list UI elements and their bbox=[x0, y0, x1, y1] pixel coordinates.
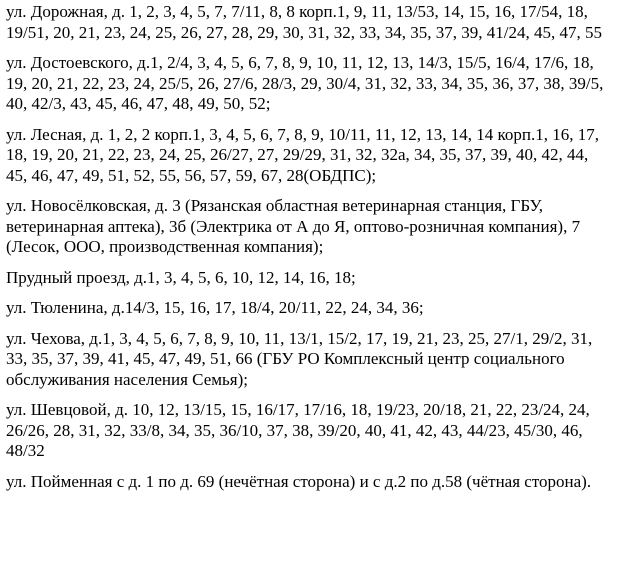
entry-shevtsovoy: ул. Шевцовой, д. 10, 12, 13/15, 15, 16/17, 17/16, 18, 19/23, 20/18, 21, 22, 23/24, 24, 26/26, 28, 31, 32, 33/8, 34, 35, 36/10, 37, 38, 39/20, 40, 41, 42, 43, 44/23, 45/30, 46, 48/32 bbox=[6, 400, 590, 460]
entry-lesnaya: ул. Лесная, д. 1, 2, 2 корп.1, 3, 4, 5, 6, 7, 8, 9, 10/11, 11, 12, 13, 14, 14 корп.1, 16, 17, 18, 19, 20, 21, 22, 23, 24, 25, 26/27, 27, 29/29, 31, 32, 32а, 34, 35, 37, 39, 40, 42, 44, 45, 46, 47, 49, 51, 52, 55, 56, 57, 59, 67, 28(ОБДПС); bbox=[6, 124, 599, 185]
address-list-document bbox=[6, 2, 612, 502]
entry-prudny-proezd: Прудный проезд, д.1, 3, 4, 5, 6, 10, 12, 14, 16, 18; bbox=[6, 267, 356, 287]
entry-chekhova: ул. Чехова, д.1, 3, 4, 5, 6, 7, 8, 9, 10, 11, 13/1, 15/2, 17, 19, 21, 23, 25, 27/1, 29/2, 31, 33, 35, 37, 39, 41, 45, 47, 49, 51, 66 (ГБУ РО Комплексный центр социального обслуживания населения Семья); bbox=[6, 328, 593, 389]
entry-dostoevskogo: ул. Достоевского, д.1, 2/4, 3, 4, 5, 6, 7, 8, 9, 10, 11, 12, 13, 14/3, 15/5, 16/4, 17/6, 18, 19, 20, 21, 22, 23, 24, 25/5, 26, 27/6, 28/3, 29, 30/4, 31, 32, 33, 34, 35, 36, 37, 38, 39/5, 40, 42/3, 43, 45, 46, 47, 48, 49, 50, 52; bbox=[6, 53, 604, 113]
entry-novoselkovskaya: ул. Новосёлковская, д. 3 (Рязанская областная ветеринарная станция, ГБУ, ветеринарная аптека), 3б (Электрика от А до Я, оптово-розничная компания), 7 (Лесок, ООО, производственная компания); bbox=[6, 196, 581, 256]
entry-dorozhnaya: ул. Дорожная, д. 1, 2, 3, 4, 5, 7, 7/11, 8, 8 корп.1, 9, 11, 13/53, 14, 15, 16, 17/54, 18, 19/51, 20, 21, 23, 24, 25, 26, 27, 28, 29, 30, 31, 32, 33, 34, 35, 37, 39, 41/24, 45, 47, 55 bbox=[6, 2, 602, 42]
entry-tyulenina: ул. Тюленина, д.14/3, 15, 16, 17, 18/4, 20/11, 22, 24, 34, 36; bbox=[6, 298, 424, 317]
entry-poymennaya: ул. Пойменная с д. 1 по д. 69 (нечётная сторона) и с д.2 по д.58 (чётная сторона). bbox=[6, 471, 592, 491]
